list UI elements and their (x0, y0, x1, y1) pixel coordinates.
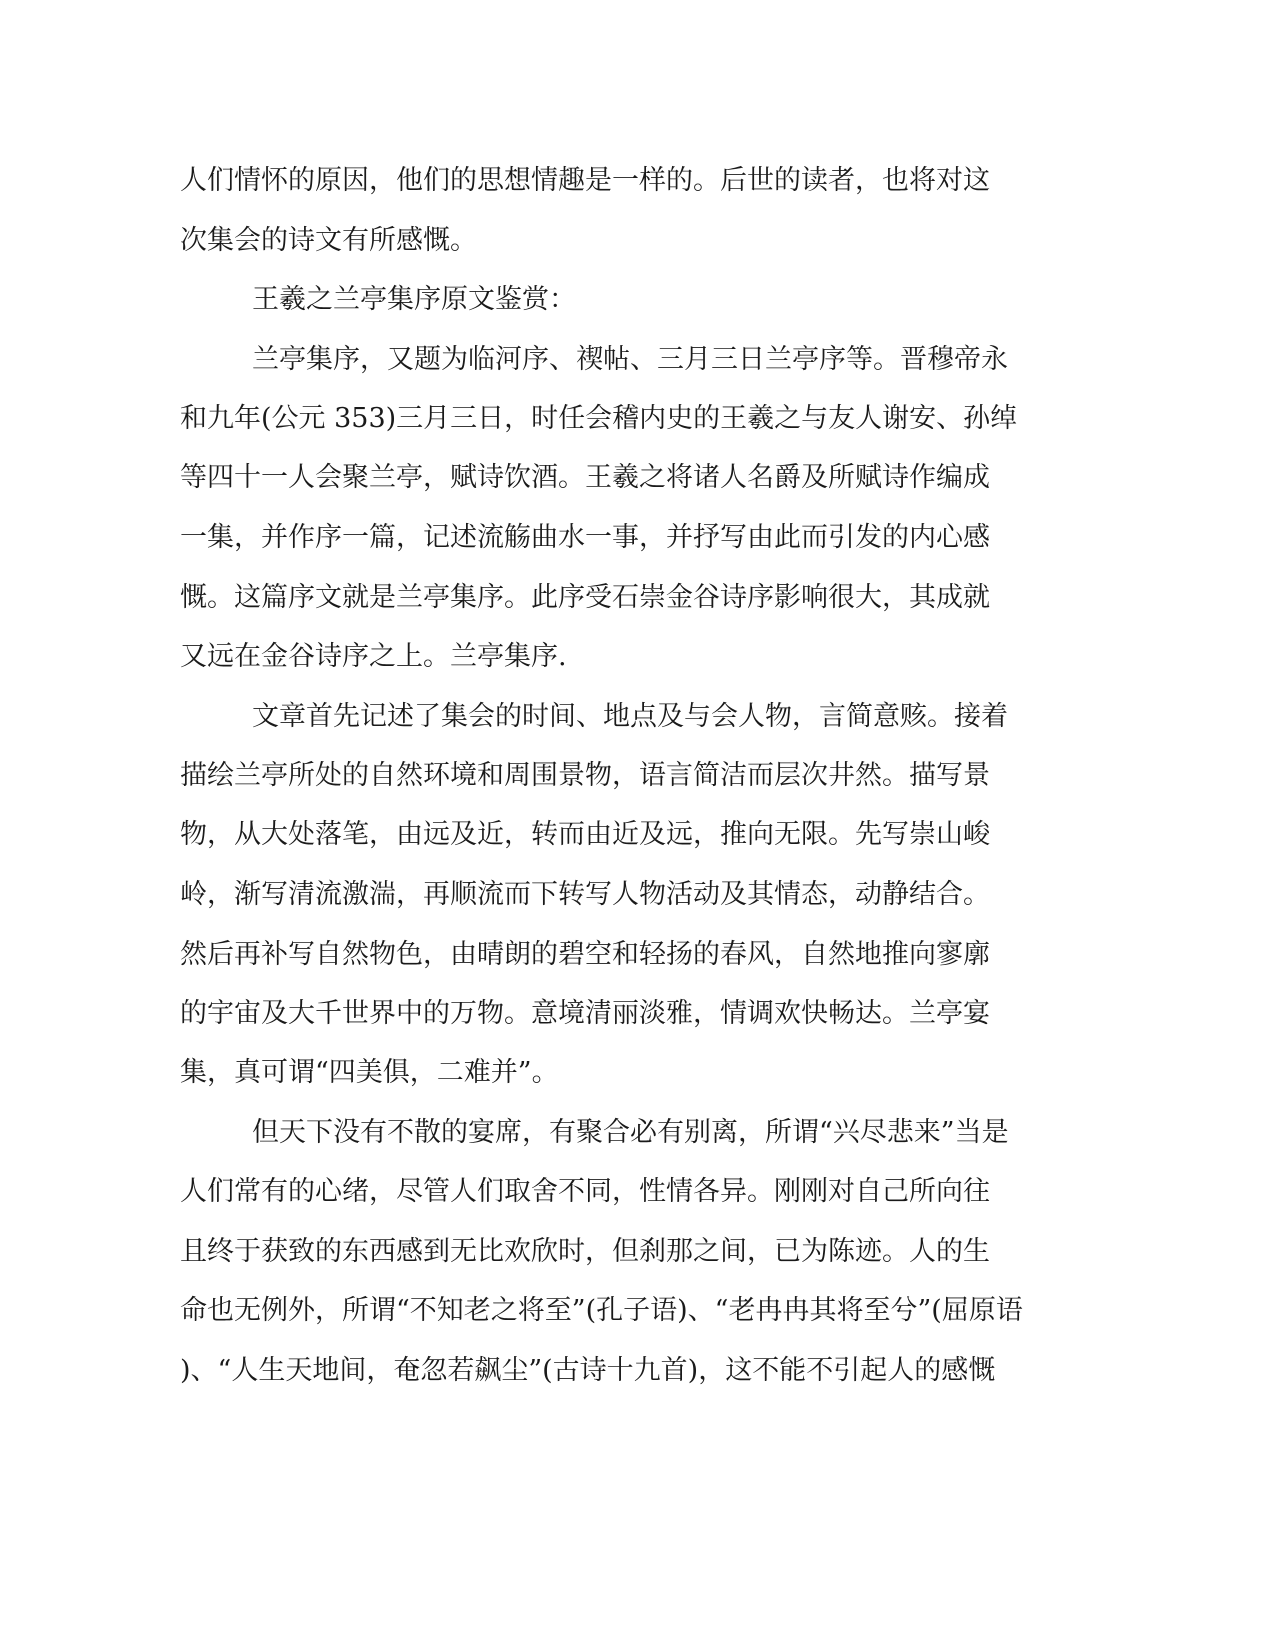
text-line: 文章首先记述了集会的时间、地点及与会人物，言简意赅。接着 (252, 701, 1008, 732)
text-line: 人们情怀的原因，他们的思想情趣是一样的。后世的读者，也将对这 (180, 165, 990, 196)
text-line: 慨。这篇序文就是兰亭集序。此序受石崇金谷诗序影响很大，其成就 (180, 582, 990, 613)
text-line: 又远在金谷诗序之上。兰亭集序. (180, 641, 567, 672)
text-line: 和九年(公元 353)三月三日，时任会稽内史的王羲之与友人谢安、孙绰 (180, 403, 1018, 434)
text-line: 次集会的诗文有所感慨。 (180, 225, 477, 256)
text-line: )、“人生天地间，奄忽若飙尘”(古诗十九首)，这不能不引起人的感慨 (180, 1355, 996, 1386)
text-line: 命也无例外，所谓“不知老之将至”(孔子语)、“老冉冉其将至兮”(屈原语 (180, 1295, 1023, 1326)
text-line: 等四十一人会聚兰亭，赋诗饮酒。王羲之将诸人名爵及所赋诗作编成 (180, 462, 990, 493)
text-line: 但天下没有不散的宴席，有聚合必有别离，所谓“兴尽悲来”当是 (252, 1117, 1009, 1148)
section-heading: 王羲之兰亭集序原文鉴赏： (252, 284, 576, 315)
text-line: 集，真可谓“四美俱，二难并”。 (180, 1057, 559, 1088)
text-line: 然后再补写自然物色，由晴朗的碧空和轻扬的春风，自然地推向寥廓 (180, 939, 990, 970)
text-line: 且终于获致的东西感到无比欢欣时，但刹那之间，已为陈迹。人的生 (180, 1236, 990, 1267)
text-line: 描绘兰亭所处的自然环境和周围景物，语言简洁而层次井然。描写景 (180, 760, 990, 791)
text-line: 人们常有的心绪，尽管人们取舍不同，性情各异。刚刚对自己所向往 (180, 1176, 990, 1207)
text-line: 的宇宙及大千世界中的万物。意境清丽淡雅，情调欢快畅达。兰亭宴 (180, 998, 990, 1029)
text-line: 岭，渐写清流激湍，再顺流而下转写人物活动及其情态，动静结合。 (180, 879, 990, 910)
text-line: 兰亭集序，又题为临河序、禊帖、三月三日兰亭序等。晋穆帝永 (252, 344, 1008, 375)
text-line: 物，从大处落笔，由远及近，转而由近及远，推向无限。先写崇山峻 (180, 819, 990, 850)
text-line: 一集，并作序一篇，记述流觞曲水一事，并抒写由此而引发的内心感 (180, 522, 990, 553)
